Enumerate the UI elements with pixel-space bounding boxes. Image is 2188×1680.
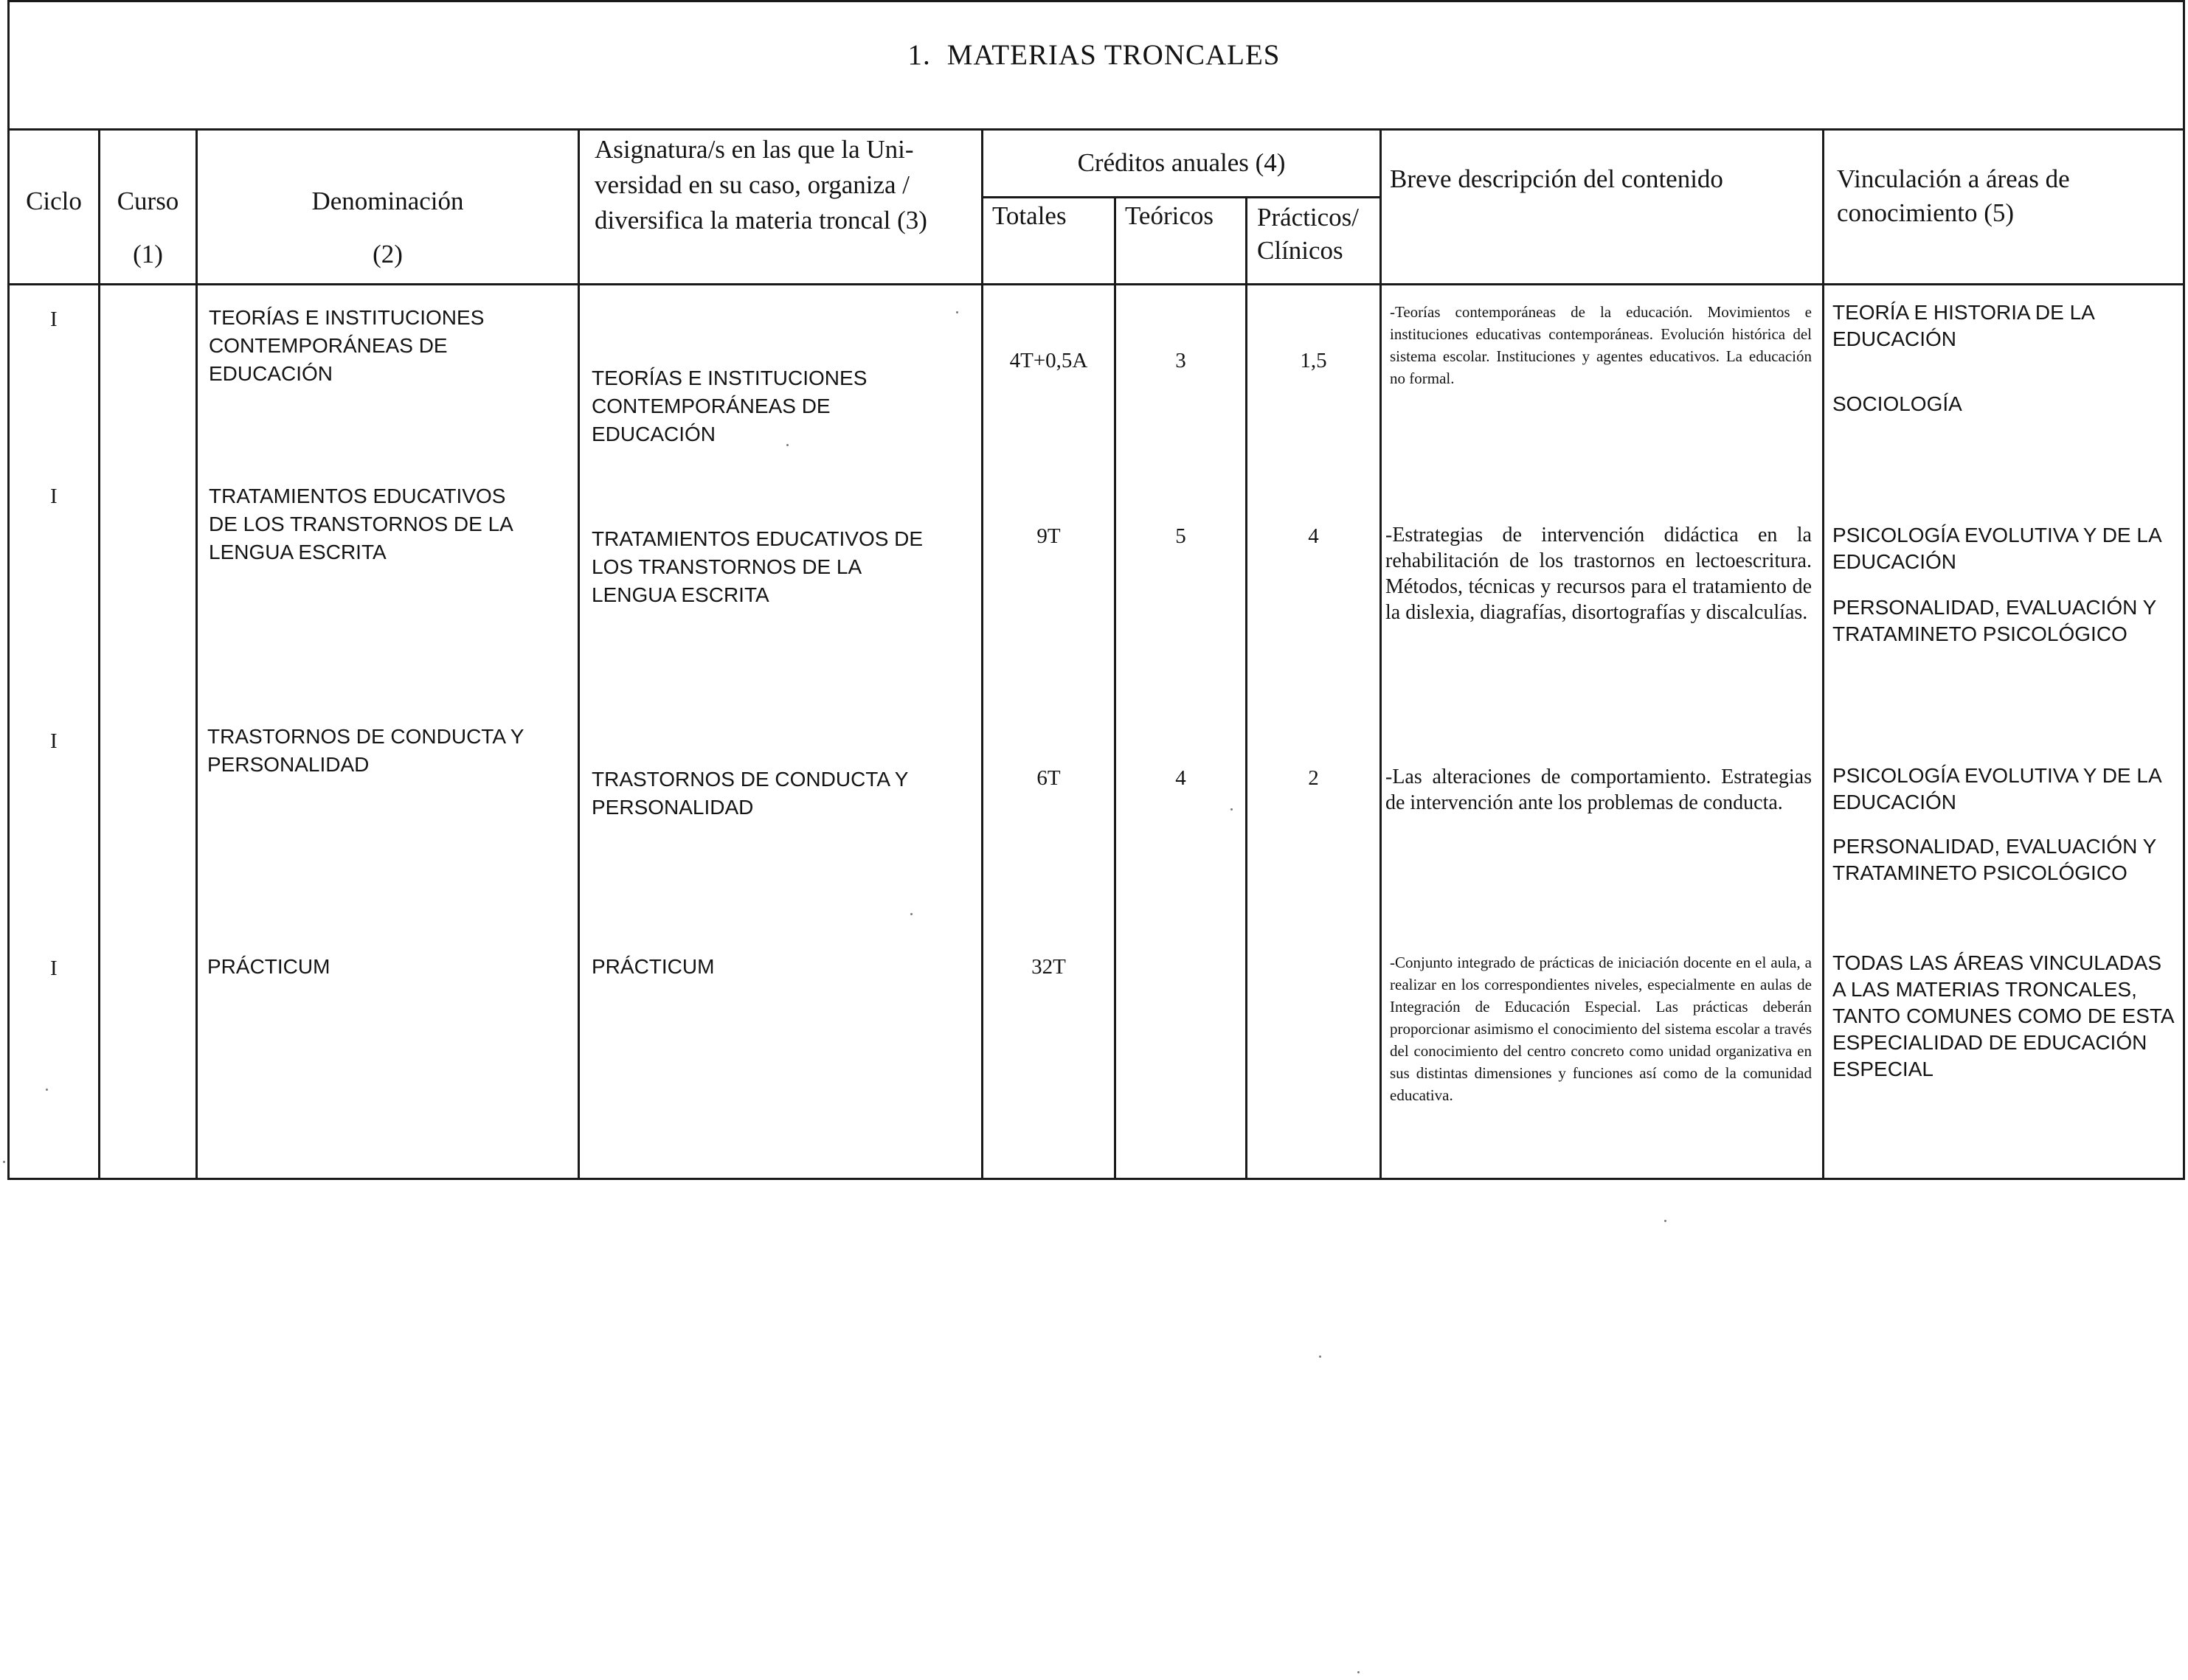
scan-speck — [3, 1161, 5, 1163]
header-asignaturas-line3: diversifica la materia troncal (3) — [595, 206, 927, 235]
header-vinculacion-line2: conocimiento (5) — [1837, 198, 2015, 227]
row1-area-2: SOCIOLOGÍA — [1832, 392, 1962, 415]
column-divider — [578, 128, 580, 1180]
header-divider — [7, 283, 2185, 285]
scan-speck — [786, 444, 789, 446]
row3-asignatura-line2: PERSONALIDAD — [592, 796, 754, 819]
header-asignaturas-line2: versidad en su caso, organiza / — [595, 170, 910, 199]
row2-asignatura-line1: TRATAMIENTOS EDUCATIVOS DE — [592, 527, 924, 550]
row1-asignatura-line2: CONTEMPORÁNEAS DE — [592, 395, 831, 417]
row4-asignatura: PRÁCTICUM — [592, 955, 715, 978]
row1-descripcion: -Teorías contemporáneas de la educación. Movimientos e instituciones educativas contemporáneas. Evolución histórica del sistema escolar. Instituciones y agentes educativos. La educación no formal. — [1390, 303, 1812, 387]
page-title — [0, 38, 2188, 72]
row1-area-1: TEORÍA E HISTORIA DE LA EDUCACIÓN — [1832, 301, 2094, 350]
column-divider — [1822, 128, 1824, 1180]
row1-teoricos: 3 — [1175, 349, 1186, 372]
row1-asignatura-line1: TEORÍAS E INSTITUCIONES — [592, 367, 868, 389]
row1-denominacion-line1: TEORÍAS E INSTITUCIONES — [209, 306, 485, 329]
row2-teoricos: 5 — [1175, 524, 1186, 548]
title-divider — [7, 128, 2185, 131]
header-practicos-line2: Clínicos — [1257, 236, 1343, 265]
scan-speck — [46, 1089, 48, 1091]
row3-denominacion-line1: TRASTORNOS DE CONDUCTA Y — [207, 725, 525, 748]
header-descripcion: Breve descripción del contenido — [1390, 164, 1723, 193]
row4-ciclo: I — [50, 957, 58, 980]
row3-denominacion-line2: PERSONALIDAD — [207, 753, 370, 776]
row3-descripcion: -Las alteraciones de comportamiento. Estrategias de intervención ante los problemas de conducta. — [1385, 766, 1812, 814]
creditos-divider — [981, 196, 1379, 198]
header-curso-note: (1) — [133, 240, 163, 268]
column-divider — [1114, 196, 1116, 1180]
column-divider — [1245, 196, 1247, 1180]
row3-totales: 6T — [1036, 766, 1061, 790]
header-ciclo: Ciclo — [26, 187, 82, 215]
title-number: 1. — [907, 39, 931, 71]
column-divider — [195, 128, 198, 1180]
row2-denominacion-line2: DE LOS TRANSTORNOS DE LA — [209, 513, 513, 535]
row2-totales: 9T — [1036, 524, 1061, 548]
header-denominacion-note: (2) — [373, 240, 403, 268]
row2-descripcion: -Estrategias de intervención didáctica en la rehabilitación de los trastornos en lectoescritura. Métodos, técnicas y recursos para el tratamiento de la dislexia, diagrafías, disortografías y discalculías. — [1385, 524, 1812, 624]
row2-area-2: PERSONALIDAD, EVALUACIÓN Y TRATAMINETO PSICOLÓGICO — [1832, 596, 2156, 645]
row1-practicos: 1,5 — [1300, 349, 1327, 372]
title-text: MATERIAS TRONCALES — [946, 39, 1281, 71]
row4-totales: 32T — [1031, 955, 1066, 979]
row4-descripcion: -Conjunto integrado de prácticas de iniciación docente en el aula, a realizar en los correspondientes niveles, especialmente en aulas de Integración de Educación Especial. Las prácticas deberán proporcionar asimismo el conocimiento del sistema escolar a través del conocimiento del centro concreto como unidad organizativa en sus distintas dimensiones y funciones así como de la comunidad educativa. — [1390, 954, 1812, 1104]
scan-speck — [910, 913, 913, 915]
row2-asignatura-line2: LOS TRANSTORNOS DE LA — [592, 555, 862, 578]
header-creditos: Créditos anuales (4) — [1077, 148, 1286, 177]
scan-speck — [1230, 808, 1233, 811]
row4-denominacion: PRÁCTICUM — [207, 955, 330, 978]
header-curso: Curso — [117, 187, 179, 215]
row3-practicos: 2 — [1308, 766, 1319, 790]
row2-practicos: 4 — [1308, 524, 1319, 548]
row2-asignatura-line3: LENGUA ESCRITA — [592, 583, 769, 606]
row3-ciclo: I — [50, 729, 58, 753]
scan-speck — [1664, 1220, 1666, 1222]
header-practicos-line1: Prácticos/ — [1257, 203, 1360, 232]
row2-denominacion-line3: LENGUA ESCRITA — [209, 541, 387, 563]
scan-speck — [1319, 1356, 1321, 1358]
row4-area-1: TODAS LAS ÁREAS VINCULADAS A LAS MATERIAS TRONCALES, TANTO COMUNES COMO DE ESTA ESPECIALIDAD DE EDUCACIÓN ESPECIAL — [1832, 951, 2174, 1080]
row1-ciclo: I — [50, 308, 58, 331]
row3-area-1: PSICOLOGÍA EVOLUTIVA Y DE LA EDUCACIÓN — [1832, 764, 2161, 813]
scan-speck — [1357, 1671, 1360, 1673]
row3-teoricos: 4 — [1175, 766, 1186, 790]
row1-denominacion-line2: CONTEMPORÁNEAS DE — [209, 334, 448, 357]
row2-area-1: PSICOLOGÍA EVOLUTIVA Y DE LA EDUCACIÓN — [1832, 524, 2161, 573]
column-divider — [1379, 128, 1382, 1180]
row2-ciclo: I — [50, 485, 58, 508]
row3-asignatura-line1: TRASTORNOS DE CONDUCTA Y — [592, 768, 909, 791]
header-asignaturas-line1: Asignatura/s en las que la Uni- — [595, 135, 914, 164]
header-totales: Totales — [992, 201, 1067, 230]
column-divider — [981, 128, 983, 1180]
header-vinculacion-line1: Vinculación a áreas de — [1837, 164, 2070, 193]
row3-area-2: PERSONALIDAD, EVALUACIÓN Y TRATAMINETO PSICOLÓGICO — [1832, 835, 2156, 884]
row1-denominacion-line3: EDUCACIÓN — [209, 362, 333, 385]
row2-denominacion-line1: TRATAMIENTOS EDUCATIVOS — [209, 485, 506, 507]
header-denominacion: Denominación — [311, 187, 464, 215]
scan-speck — [956, 311, 958, 313]
header-teoricos: Teóricos — [1125, 201, 1214, 230]
row1-asignatura-line3: EDUCACIÓN — [592, 423, 716, 445]
column-divider — [98, 128, 100, 1180]
row1-totales: 4T+0,5A — [1009, 349, 1088, 372]
